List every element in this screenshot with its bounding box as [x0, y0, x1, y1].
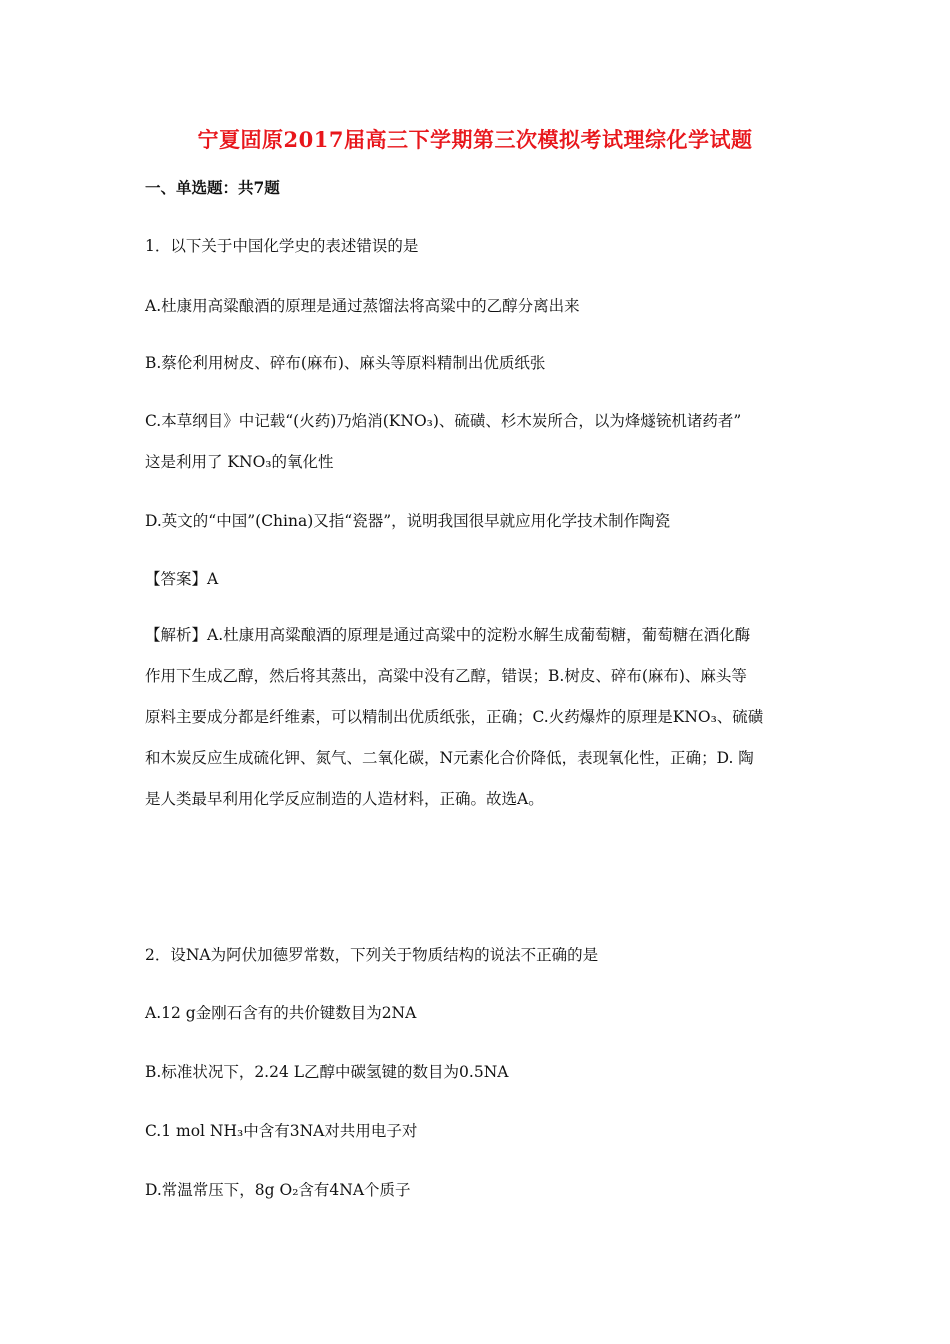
q1-option-c-line1: C.本草纲目》中记载“(火药)乃焰消(KNO₃)、硫磺、杉木炭所合，以为烽燧铳机诸药者”: [145, 412, 742, 430]
q1-answer: 【答案】A: [145, 570, 219, 588]
q2-option-d: D.常温常压下，8g O₂含有4NA个质子: [145, 1181, 411, 1199]
q2-option-b: B.标准状况下，2.24 L乙醇中碳氢键的数目为0.5NA: [145, 1063, 509, 1081]
q1-option-c: [145, 401, 741, 483]
q1-option-d: D.英文的“中国”(China)又指“瓷器”，说明我国很早就应用化学技术制作陶瓷: [145, 512, 671, 530]
analysis-line: 作用下生成乙醇，然后将其蒸出，高粱中没有乙醇，错误；B.树皮、碎布(麻布)、麻头等: [145, 667, 747, 685]
q1-stem: 1．以下关于中国化学史的表述错误的是: [145, 237, 419, 255]
q1-option-a: A.杜康用高粱酿酒的原理是通过蒸馏法将高粱中的乙醇分离出来: [145, 297, 580, 315]
analysis-line: 和木炭反应生成硫化钾、氮气、二氧化碳，N元素化合价降低，表现氧化性，正确；D. 陶: [145, 749, 754, 767]
q2-option-c: C.1 mol NH₃中含有3NA对共用电子对: [145, 1122, 418, 1140]
section-heading: 一、单选题：共7题: [145, 178, 280, 197]
q2-option-a: A.12 g金刚石含有的共价键数目为2NA: [145, 1004, 417, 1022]
q1-analysis: [145, 615, 805, 820]
analysis-line: 【解析】A.杜康用高粱酿酒的原理是通过高粱中的淀粉水解生成葡萄糖，葡萄糖在酒化酶: [145, 626, 751, 644]
q1-option-c-line2: 这是利用了 KNO₃的氧化性: [145, 453, 334, 471]
analysis-line: 原料主要成分都是纤维素，可以精制出优质纸张，正确；C.火药爆炸的原理是KNO₃、硫磺: [145, 708, 764, 726]
document-title: 宁夏固原2017届高三下学期第三次模拟考试理综化学试题: [197, 127, 753, 152]
q1-option-b: B.蔡伦利用树皮、碎布(麻布)、麻头等原料精制出优质纸张: [145, 354, 546, 372]
analysis-line: 是人类最早利用化学反应制造的人造材料，正确。故选A。: [145, 790, 544, 808]
q2-stem: 2．设NA为阿伏加德罗常数，下列关于物质结构的说法不正确的是: [145, 946, 599, 964]
